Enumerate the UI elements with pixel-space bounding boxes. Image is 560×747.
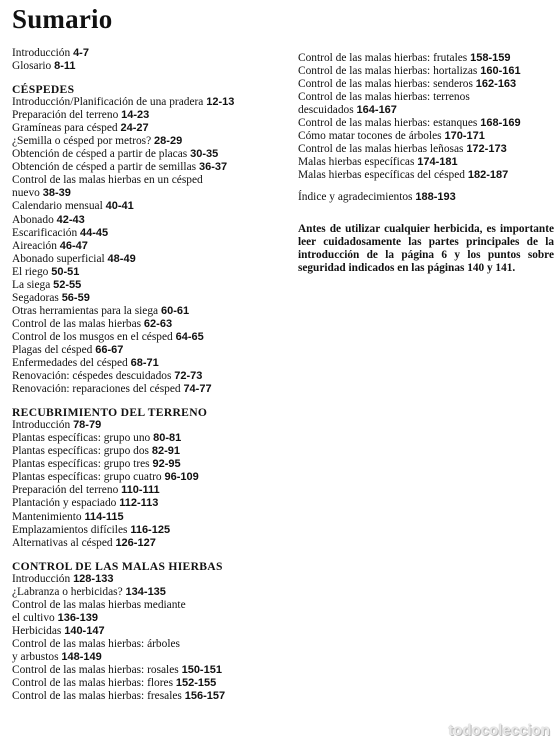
toc-entry [12, 497, 292, 510]
page-title: Sumario [12, 4, 113, 34]
toc-entry [12, 122, 292, 135]
toc-entry-title: Introducción [12, 47, 71, 59]
toc-entry-pages: 14-23 [121, 109, 150, 122]
toc-entry [298, 91, 556, 104]
toc-entry-pages: 24-27 [120, 122, 149, 135]
toc-entry [12, 664, 292, 677]
toc-entry [12, 161, 292, 174]
toc-entry-pages: 114-115 [84, 510, 124, 523]
toc-entry-title: Plagas del césped [12, 343, 93, 356]
toc-entry [298, 52, 556, 65]
toc-entry [12, 60, 292, 73]
toc-entry-title: Control de las malas hierbas: flores [12, 677, 174, 690]
toc-entry-title: Control de las malas hierbas [12, 317, 142, 330]
toc-entry [12, 109, 292, 122]
toc-entry-title: Cómo matar tocones de árboles [298, 130, 442, 143]
toc-entry [12, 690, 292, 703]
toc-entry-pages: 96-109 [164, 471, 199, 484]
toc-entry-pages: 36-37 [198, 161, 228, 174]
toc-entry-title: Malas hierbas específicas del césped [298, 169, 465, 182]
toc-entry-title: Índice y agradecimientos [298, 191, 413, 204]
toc-entry-title: Control de las malas hierbas leñosas [298, 143, 464, 156]
toc-entry-pages: 152-155 [175, 677, 217, 690]
toc-entry-pages: 162-163 [475, 78, 517, 91]
toc-entry [12, 253, 292, 266]
toc-entry [12, 240, 292, 253]
toc-entry [298, 65, 556, 78]
toc-right-column [298, 52, 556, 287]
toc-entry [12, 96, 292, 109]
toc-entry-title: Introducción [12, 572, 71, 585]
toc-entry-pages: 80-81 [153, 432, 182, 445]
toc-entry-pages: 140-147 [64, 624, 105, 637]
toc-entry [12, 458, 292, 471]
toc-entry-pages: 64-65 [175, 330, 204, 343]
toc-entry-title: Emplazamientos difíciles [12, 523, 128, 536]
toc-entry-pages: 148-149 [61, 650, 102, 663]
toc-entry [12, 305, 292, 318]
toc-entry-title: Calendario mensual [12, 200, 103, 213]
toc-entry-pages: 136-139 [57, 611, 98, 624]
toc-entry-pages: 40-41 [105, 200, 134, 213]
toc-entry [298, 169, 556, 182]
toc-entry [12, 432, 292, 445]
toc-entry-title: Control de las malas hierbas: frutales [298, 52, 468, 64]
toc-entry [12, 47, 292, 60]
toc-entry-title: Plantación y espaciado [12, 497, 117, 510]
toc-entry [12, 573, 292, 586]
toc-entry-title: Introducción/Planificación de una pradera [12, 96, 204, 109]
toc-entry [298, 117, 556, 130]
toc-entry-title: Control de las malas hierbas mediante [12, 598, 186, 611]
toc-entry [12, 471, 292, 484]
toc-entry-title: nuevo [12, 187, 40, 200]
toc-entry-title: y arbustos [12, 650, 59, 663]
toc-entry-pages: 60-61 [160, 304, 190, 317]
toc-entry [298, 191, 556, 204]
toc-entry-title: Renovación: reparaciones del césped [12, 383, 181, 396]
toc-entry [12, 370, 292, 383]
toc-entry-pages: 28-29 [154, 135, 183, 148]
toc-entry [12, 279, 292, 292]
toc-entry-title: Obtención de césped a partir de placas [12, 148, 188, 161]
toc-entry-pages: 150-151 [181, 663, 222, 676]
toc-entry-pages: 134-135 [125, 585, 166, 598]
toc-entry-title: Plantas específicas: grupo dos [12, 445, 149, 458]
toc-entry [12, 318, 292, 331]
toc-entry [298, 104, 556, 117]
toc-entry-title: Control de las malas hierbas: rosales [12, 663, 179, 676]
toc-entry [12, 638, 292, 651]
toc-entry-pages: 188-193 [415, 191, 456, 204]
toc-entry-title: Abonado [12, 213, 54, 226]
toc-entry-pages: 4-7 [73, 47, 89, 59]
toc-entry-title: Control de las malas hierbas: árboles [12, 637, 180, 650]
toc-left-column [12, 47, 292, 703]
toc-entry [12, 511, 292, 524]
toc-entry-pages: 110-111 [121, 484, 160, 497]
toc-entry-title: Abonado superficial [12, 252, 105, 265]
toc-entry [12, 677, 292, 690]
toc-entry-pages: 12-13 [206, 96, 235, 109]
toc-entry-title: Escarificación [12, 226, 78, 239]
toc-entry-title: Control de las malas hierbas: hortalizas [298, 65, 478, 78]
toc-entry-pages: 92-95 [152, 458, 181, 471]
toc-entry-pages: 48-49 [107, 252, 136, 265]
toc-entry [12, 419, 292, 432]
toc-entry-title: Mantenimiento [12, 510, 82, 523]
toc-entry-title: Malas hierbas específicas [298, 156, 415, 169]
toc-entry [12, 651, 292, 664]
toc-entry-pages: 116-125 [130, 523, 171, 536]
toc-entry [12, 227, 292, 240]
toc-entry [12, 484, 292, 497]
toc-entry-pages: 158-159 [470, 52, 511, 64]
toc-entry-pages: 78-79 [73, 419, 102, 432]
toc-entry-pages: 8-11 [54, 60, 76, 73]
toc-entry [12, 174, 292, 187]
toc-entry-title: Control de las malas hierbas: terrenos [298, 91, 470, 104]
toc-entry-title: Preparación del terreno [12, 109, 119, 122]
toc-entry-pages: 160-161 [480, 65, 521, 78]
toc-entry-pages: 52-55 [53, 278, 82, 291]
toc-entry-title: Control de las malas hierbas: senderos [298, 78, 473, 91]
watermark-logo: todocoleccion [448, 722, 550, 739]
toc-entry [298, 78, 556, 91]
toc-entry-title: Aireación [12, 239, 57, 252]
toc-entry-pages: 46-47 [59, 239, 88, 252]
toc-right-list [298, 52, 556, 205]
toc-entry-pages: 74-77 [183, 383, 212, 396]
section-heading: CÉSPEDES [12, 83, 75, 97]
toc-entry-title: Plantas específicas: grupo cuatro [12, 471, 162, 484]
toc-entry [12, 599, 292, 612]
toc-entry [12, 135, 292, 148]
toc-entry-pages: 128-133 [73, 572, 114, 585]
section-heading: RECUBRIMIENTO DEL TERRENO [12, 406, 208, 420]
toc-entry-title: Plantas específicas: grupo uno [12, 432, 151, 445]
toc-entry [12, 586, 292, 599]
toc-entry-pages: 68-71 [130, 357, 159, 370]
toc-entry [12, 445, 292, 458]
toc-entry-pages: 170-171 [444, 130, 485, 143]
toc-entry-pages: 66-67 [95, 343, 124, 356]
toc-entry-title: Preparación del terreno [12, 484, 119, 497]
toc-entry-pages: 182-187 [467, 169, 509, 182]
toc-entry-pages: 174-181 [417, 156, 458, 169]
toc-entry-title: Herbicidas [12, 624, 62, 637]
toc-entry-title: El riego [12, 265, 49, 278]
section-heading: CONTROL DE LAS MALAS HIERBAS [12, 559, 223, 573]
toc-entry-pages: 112-113 [119, 497, 159, 510]
toc-entry [298, 143, 556, 156]
toc-entry-pages: 56-59 [61, 291, 90, 304]
toc-entry-title: Control de las malas hierbas en un césped [12, 174, 203, 187]
toc-entry-title: Introducción [12, 419, 71, 432]
toc-entry-title: Control de los musgos en el césped [12, 330, 173, 343]
toc-entry-pages: 30-35 [190, 148, 219, 161]
toc-entry-pages: 172-173 [466, 143, 507, 156]
toc-entry [12, 357, 292, 370]
toc-entry-title: Plantas específicas: grupo tres [12, 458, 150, 471]
toc-entry [12, 344, 292, 357]
toc-entry-pages: 50-51 [51, 265, 80, 278]
toc-entry-title: descuidados [298, 104, 354, 117]
toc-entry [12, 266, 292, 279]
toc-entry-pages: 72-73 [174, 370, 203, 383]
toc-entry-pages: 82-91 [151, 445, 180, 458]
toc-entry [298, 156, 556, 169]
toc-entry-title: Enfermedades del césped [12, 357, 128, 370]
toc-entry [12, 625, 292, 638]
toc-entry [12, 214, 292, 227]
toc-entry-pages: 168-169 [480, 117, 521, 130]
toc-entry-title: el cultivo [12, 611, 55, 624]
section-spacer [298, 182, 556, 191]
toc-entry [12, 524, 292, 537]
toc-entry [12, 187, 292, 200]
toc-entry-title: Control de las malas hierbas: fresales [12, 690, 182, 703]
toc-entry-title: Gramíneas para césped [12, 122, 118, 135]
toc-entry-pages: 156-157 [184, 690, 226, 703]
toc-entry-title: Alternativas al césped [12, 536, 113, 549]
toc-entry-pages: 62-63 [143, 317, 173, 330]
toc-entry [12, 200, 292, 213]
toc-entry-title: Control de las malas hierbas: estanques [298, 117, 478, 130]
toc-entry [12, 331, 292, 344]
toc-entry-pages: 126-127 [115, 536, 156, 549]
toc-entry-pages: 44-45 [80, 226, 109, 239]
toc-entry [12, 383, 292, 396]
toc-entry-title: Obtención de césped a partir de semillas [12, 161, 197, 174]
toc-entry-title: Otras herramientas para la siega [12, 304, 159, 317]
toc-entry-title: Glosario [12, 60, 52, 73]
toc-entry [12, 292, 292, 305]
toc-entry-pages: 42-43 [56, 213, 85, 226]
toc-entry [12, 537, 292, 550]
toc-entry [12, 148, 292, 161]
toc-entry-title: ¿Semilla o césped por metros? [12, 135, 152, 148]
toc-entry-title: Segadoras [12, 291, 59, 304]
toc-entry [12, 612, 292, 625]
toc-entry-title: Renovación: céspedes descuidados [12, 370, 172, 383]
herbicide-warning-note: Antes de utilizar cualquier herbicida, es importante leer cuidadosamente las partes principales de la introducción de la página 6 y los puntos sobre seguridad indicados en las páginas 140 y 141. [298, 222, 554, 275]
toc-entry-title: ¿Labranza o herbicidas? [12, 585, 123, 598]
toc-entry-title: La siega [12, 278, 51, 291]
toc-entry [298, 130, 556, 143]
toc-entry-pages: 164-167 [356, 104, 397, 117]
toc-entry-pages: 38-39 [42, 187, 71, 200]
